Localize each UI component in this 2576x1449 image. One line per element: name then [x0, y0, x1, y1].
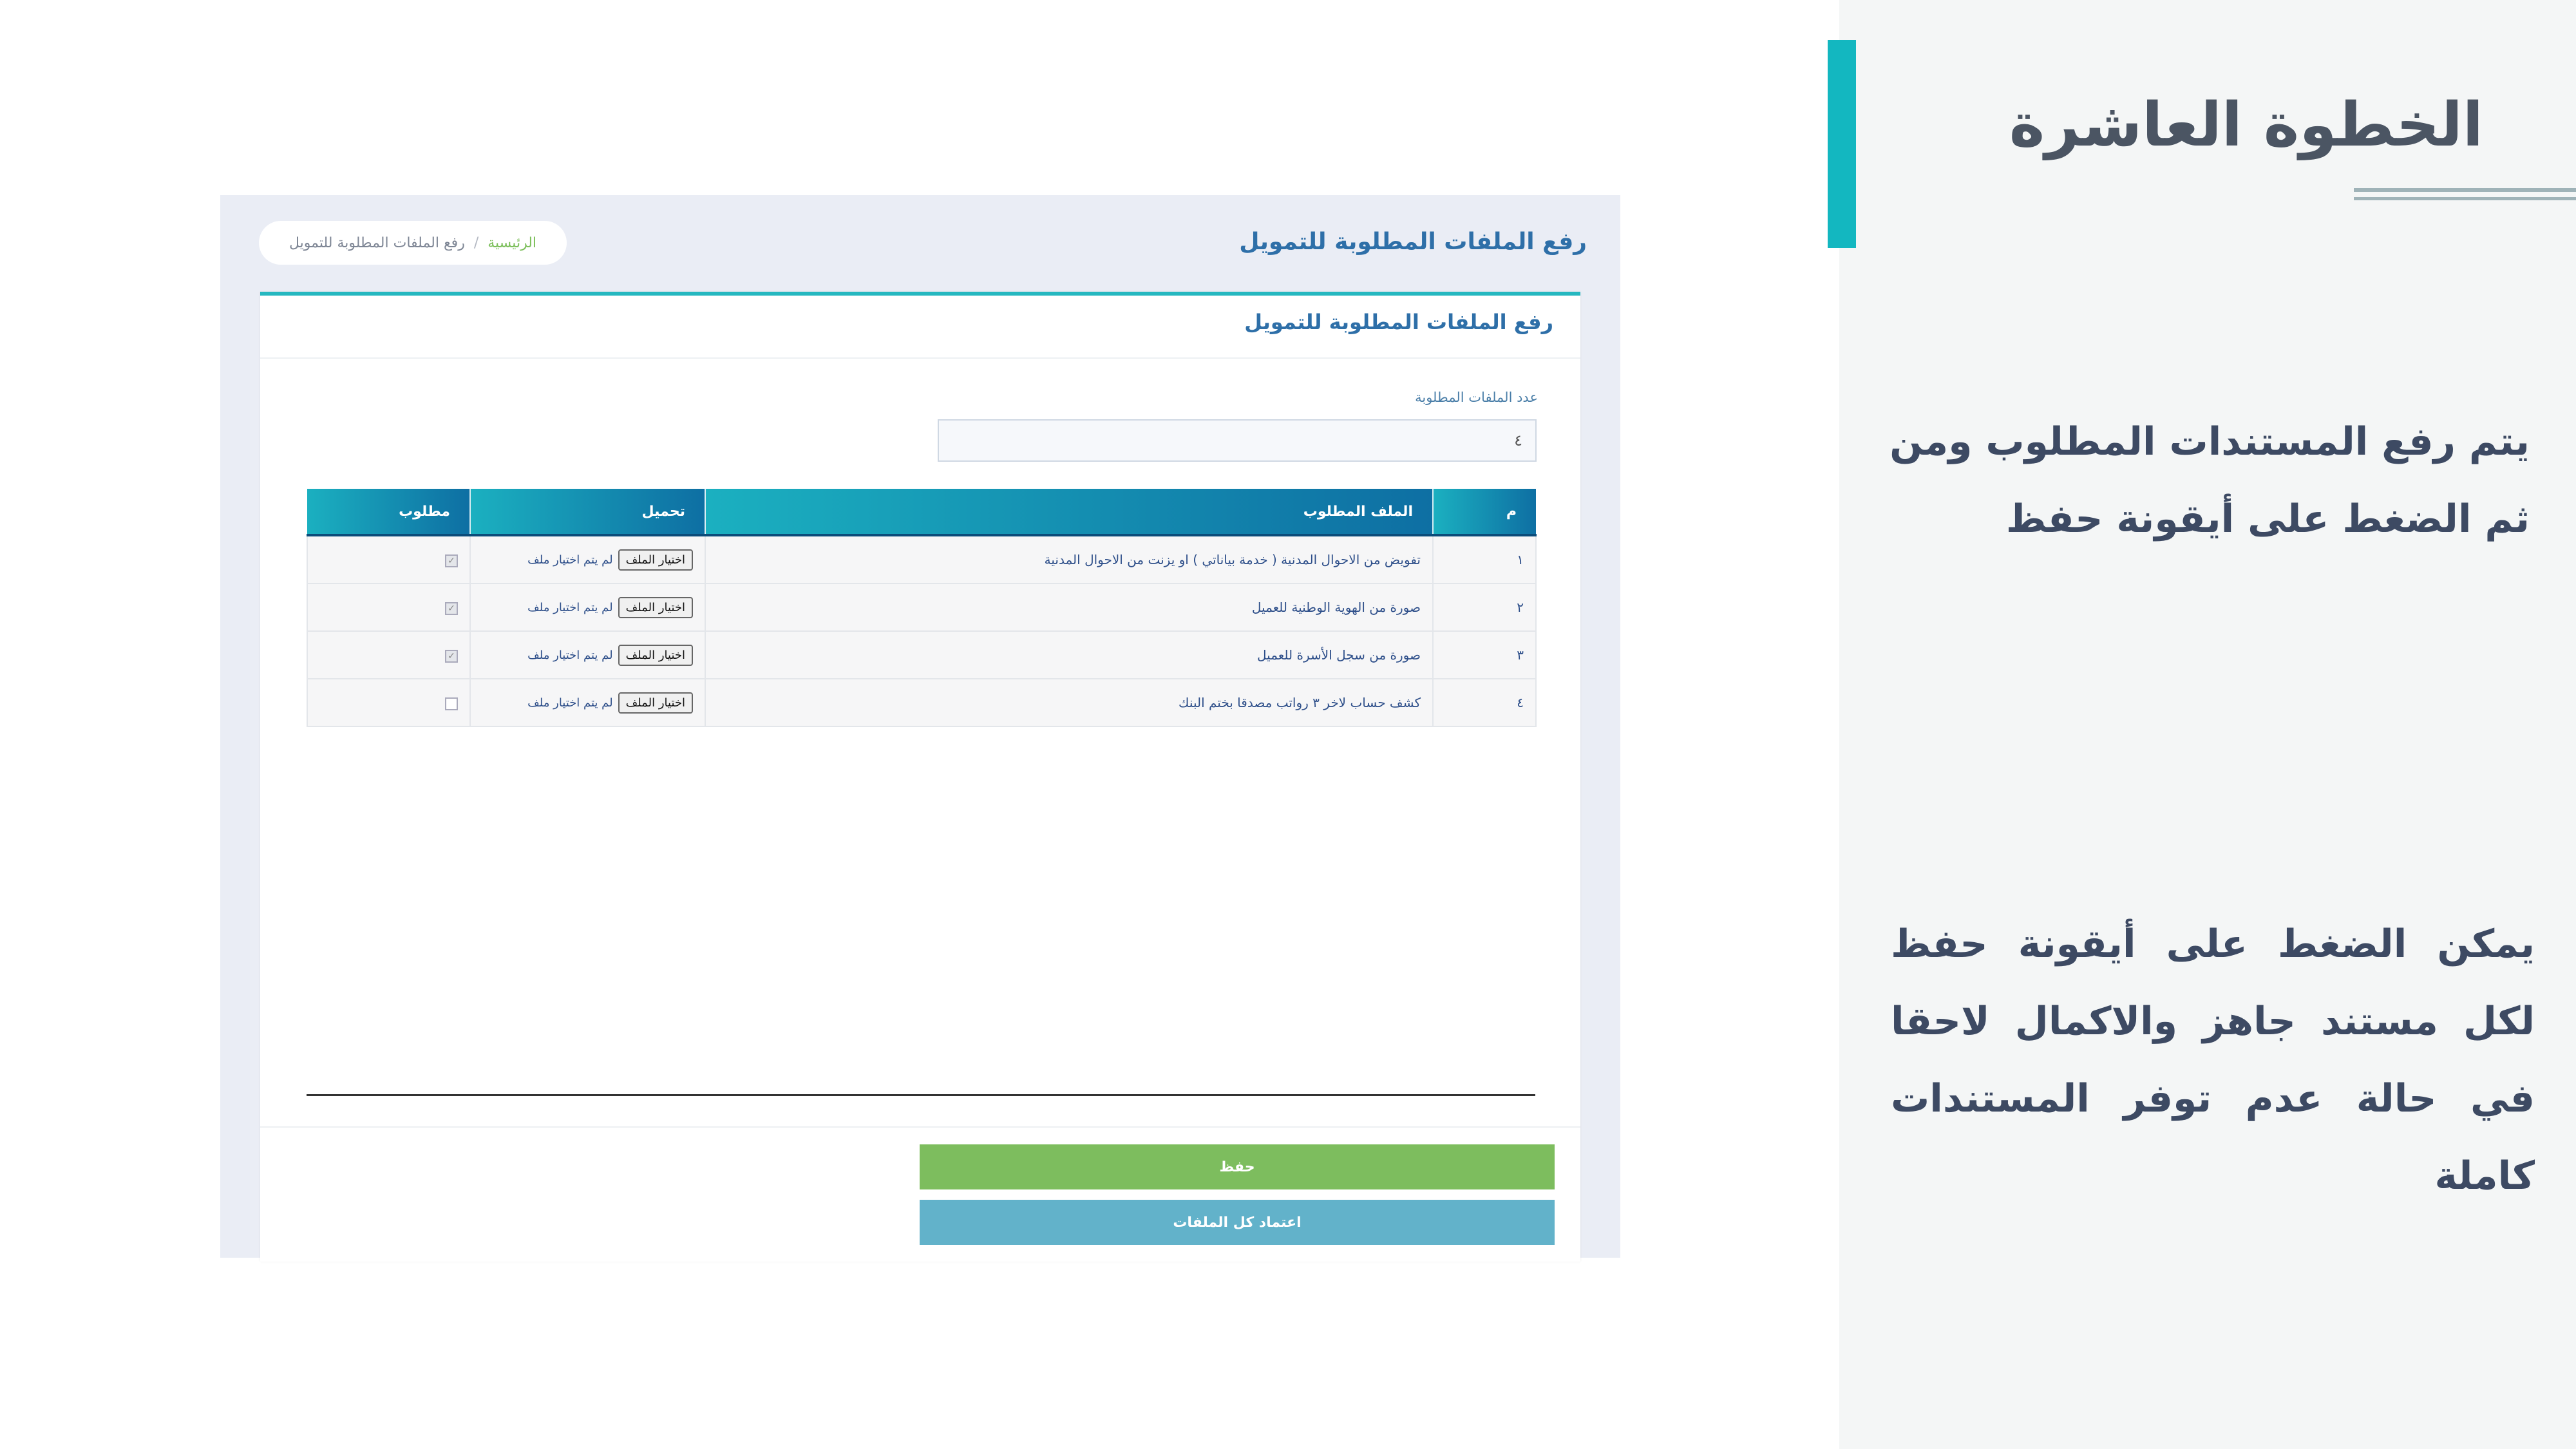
row-number: ١: [1433, 535, 1536, 583]
footer-divider: [260, 1126, 1580, 1128]
table-row: [307, 679, 1536, 726]
card-header: [260, 296, 1580, 359]
upload-cell: [470, 583, 705, 631]
title-underline-second: [2354, 197, 2576, 200]
title-underline: [2354, 188, 2576, 192]
column-header-required: مطلوب: [307, 489, 470, 535]
file-status: لم يتم اختيار ملف: [527, 600, 613, 614]
file-count-field[interactable]: [938, 419, 1537, 462]
breadcrumb-current: رفع الملفات المطلوبة للتمويل: [289, 234, 465, 251]
upload-card: [260, 292, 1580, 1262]
content-divider: [307, 1094, 1535, 1096]
instruction-paragraph-2: يمكن الضغط على أيقونة حفظ لكل مستند جاهز والاكمال لاحقا في حالة عدم توفر المستندات كاملة: [1891, 922, 2535, 1198]
table-header-row: [307, 489, 1536, 535]
upload-cell: [470, 679, 705, 726]
table-row: [307, 583, 1536, 631]
file-name: صورة من سجل الأسرة للعميل: [705, 631, 1433, 679]
breadcrumb-separator: /: [473, 234, 479, 251]
choose-file-button[interactable]: اختيار الملف: [618, 645, 693, 666]
file-status: لم يتم اختيار ملف: [527, 648, 613, 662]
choose-file-button[interactable]: اختيار الملف: [618, 692, 693, 714]
upload-cell: [470, 535, 705, 583]
row-number: ٣: [1433, 631, 1536, 679]
upload-cell: [470, 631, 705, 679]
choose-file-button[interactable]: اختيار الملف: [618, 597, 693, 618]
required-cell: [307, 679, 470, 726]
step-title: الخطوة العاشرة: [2009, 90, 2483, 160]
breadcrumb-home-link[interactable]: الرئيسية: [488, 234, 537, 251]
approve-all-button[interactable]: اعتماد كل الملفات: [920, 1200, 1555, 1245]
required-checkbox[interactable]: [445, 602, 458, 615]
row-number: ٢: [1433, 583, 1536, 631]
table-row: [307, 535, 1536, 583]
required-checkbox[interactable]: [445, 650, 458, 663]
table-row: [307, 631, 1536, 679]
instruction-paragraph-1: يتم رفع المستندات المطلوب ومن ثم الضغط على أيقونة حفظ: [1889, 419, 2530, 542]
required-cell: [307, 583, 470, 631]
breadcrumb: [259, 221, 567, 265]
column-header-upload: تحميل: [470, 489, 705, 535]
required-checkbox[interactable]: [445, 697, 458, 710]
column-header-num: م: [1433, 489, 1536, 535]
row-number: ٤: [1433, 679, 1536, 726]
column-header-file: الملف المطلوب: [705, 489, 1433, 535]
save-button[interactable]: حفظ: [920, 1144, 1555, 1189]
required-cell: [307, 631, 470, 679]
file-count-label: عدد الملفات المطلوبة: [1415, 390, 1538, 405]
required-checkbox[interactable]: [445, 554, 458, 567]
file-status: لم يتم اختيار ملف: [527, 553, 613, 567]
page-title: رفع الملفات المطلوبة للتمويل: [1239, 229, 1587, 255]
app-screenshot: [220, 195, 1620, 1258]
instruction-panel: [1839, 0, 2576, 1449]
required-files-table: [307, 489, 1537, 727]
file-name: صورة من الهوية الوطنية للعميل: [705, 583, 1433, 631]
accent-bar: [1828, 40, 1856, 248]
card-title: رفع الملفات المطلوبة للتمويل: [1244, 310, 1553, 334]
required-cell: [307, 535, 470, 583]
file-status: لم يتم اختيار ملف: [527, 696, 613, 710]
file-name: تفويض من الاحوال المدنية ( خدمة بياناتي ) او يزنت من الاحوال المدنية: [705, 535, 1433, 583]
file-name: كشف حساب لاخر ٣ رواتب مصدقا بختم البنك: [705, 679, 1433, 726]
choose-file-button[interactable]: اختيار الملف: [618, 549, 693, 571]
